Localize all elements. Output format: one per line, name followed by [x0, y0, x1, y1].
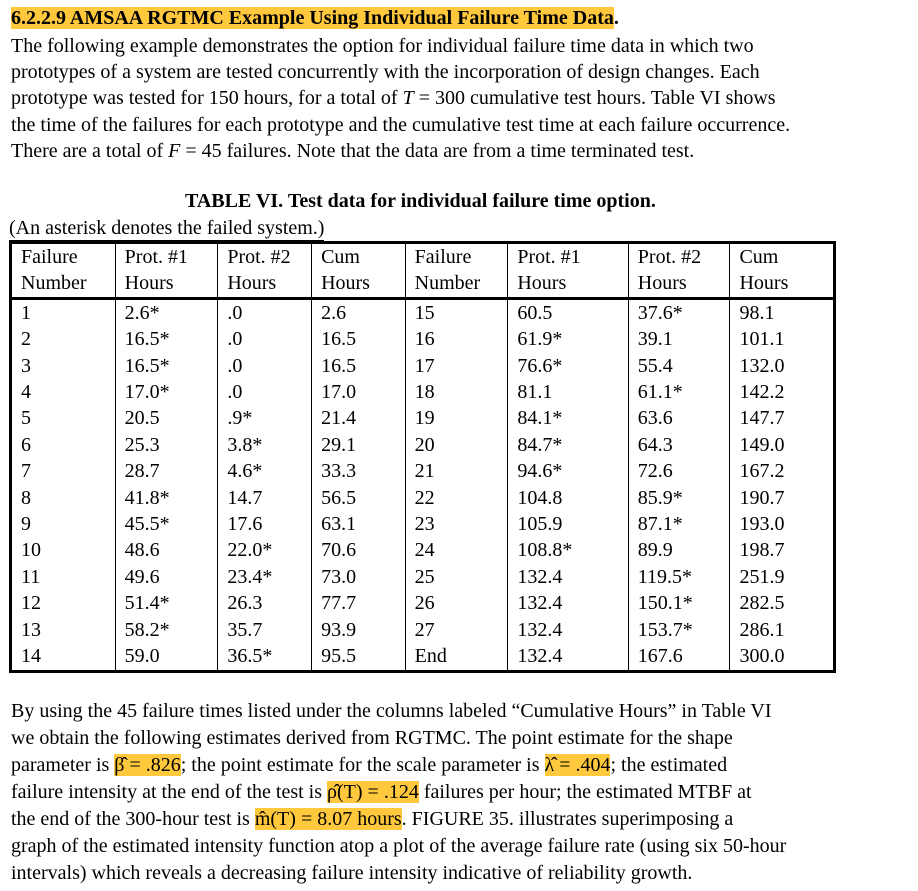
- table-cell: 49.6: [115, 564, 218, 590]
- table-cell: 14: [11, 643, 116, 671]
- table-cell: 56.5: [312, 485, 406, 511]
- table-cell: 84.7*: [508, 432, 628, 458]
- lambda-estimate: λ̂ = .404: [544, 754, 611, 776]
- table-cell: Hours: [115, 270, 218, 298]
- table-cell: 198.7: [730, 537, 835, 563]
- table-cell: 21.4: [312, 405, 406, 431]
- table-cell: 16: [405, 326, 508, 352]
- results-text: the end of the 300-hour test is: [11, 808, 255, 830]
- section-heading: [11, 6, 619, 30]
- table-note: (An asterisk denotes the failed system.): [9, 217, 325, 239]
- results-text: ; the point estimate for the scale parameter is: [180, 754, 545, 776]
- table-cell: 45.5*: [115, 511, 218, 537]
- table-cell: 24: [405, 537, 508, 563]
- table-cell: Failure: [11, 243, 116, 271]
- table-cell: 16.5: [312, 353, 406, 379]
- table-cell: 94.6*: [508, 458, 628, 484]
- table-cell: 51.4*: [115, 590, 218, 616]
- table-cell: 17.6: [218, 511, 312, 537]
- table-cell: 22: [405, 485, 508, 511]
- table-cell: 101.1: [730, 326, 835, 352]
- table-cell: 25: [405, 564, 508, 590]
- table-cell: 7: [11, 458, 116, 484]
- table-cell: .9*: [218, 405, 312, 431]
- table-cell: Cum: [312, 243, 406, 271]
- mtbf-estimate: m̂(T) = 8.07 hours: [254, 808, 402, 830]
- table-cell: 105.9: [508, 511, 628, 537]
- table-cell: 15: [405, 298, 508, 326]
- table-cell: Hours: [508, 270, 628, 298]
- table-row: [11, 298, 835, 326]
- intro-variable-f: F: [168, 139, 181, 162]
- table-cell: .0: [218, 379, 312, 405]
- table-cell: Failure: [405, 243, 508, 271]
- results-paragraph: [11, 698, 906, 887]
- table-cell: 48.6: [115, 537, 218, 563]
- table-cell: 16.5*: [115, 353, 218, 379]
- table-cell: Hours: [730, 270, 835, 298]
- intro-line: the time of the failures for each prototype and the cumulative test time at each failure occurrence.: [11, 113, 791, 136]
- table-cell: 142.2: [730, 379, 835, 405]
- table-cell: 132.4: [508, 564, 628, 590]
- intro-variable-t: T: [402, 87, 414, 110]
- table-cell: 167.2: [730, 458, 835, 484]
- table-cell: 89.9: [628, 537, 730, 563]
- results-text: ; the estimated: [610, 754, 728, 776]
- table-row: [11, 458, 835, 484]
- table-cell: Prot. #1: [508, 243, 628, 271]
- table-cell: 33.3: [312, 458, 406, 484]
- table-cell: 3: [11, 353, 116, 379]
- table-cell: 95.5: [312, 643, 406, 671]
- table-cell: 17.0: [312, 379, 406, 405]
- table-cell: 17.0*: [115, 379, 218, 405]
- table-cell: 132.4: [508, 590, 628, 616]
- table-cell: 27: [405, 617, 508, 643]
- results-line: [11, 779, 906, 806]
- table-cell: 37.6*: [628, 298, 730, 326]
- table-row: [11, 485, 835, 511]
- beta-estimate: β̂ = .826: [114, 754, 181, 776]
- table-cell: 2: [11, 326, 116, 352]
- table-cell: 282.5: [730, 590, 835, 616]
- table-row: [11, 353, 835, 379]
- table-cell: 300.0: [730, 643, 835, 671]
- table-cell: 73.0: [312, 564, 406, 590]
- table-cell: 17: [405, 353, 508, 379]
- table-cell: 8: [11, 485, 116, 511]
- table-cell: .0: [218, 353, 312, 379]
- table-cell: 4.6*: [218, 458, 312, 484]
- table-cell: 63.6: [628, 405, 730, 431]
- table-cell: 85.9*: [628, 485, 730, 511]
- table-cell: 29.1: [312, 432, 406, 458]
- table-cell: 84.1*: [508, 405, 628, 431]
- table-cell: 1: [11, 298, 116, 326]
- table-cell: 286.1: [730, 617, 835, 643]
- table-cell: 35.7: [218, 617, 312, 643]
- table-cell: 119.5*: [628, 564, 730, 590]
- results-line: [11, 806, 906, 833]
- table-cell: 36.5*: [218, 643, 312, 671]
- results-line: intervals) which reveals a decreasing failure intensity indicative of reliability growth.: [11, 862, 693, 884]
- table-row: [11, 537, 835, 563]
- intro-text: = 300 cumulative test hours. Table VI shows: [413, 87, 776, 110]
- table-cell: 81.1: [508, 379, 628, 405]
- table-cell: 167.6: [628, 643, 730, 671]
- table-cell: 58.2*: [115, 617, 218, 643]
- table-row: [11, 405, 835, 431]
- table-cell: Prot. #2: [218, 243, 312, 271]
- table-cell: .0: [218, 298, 312, 326]
- table-cell: 77.7: [312, 590, 406, 616]
- table-cell: 63.1: [312, 511, 406, 537]
- results-line: we obtain the following estimates derived from RGTMC. The point estimate for the shape: [11, 727, 733, 749]
- table-row: [11, 590, 835, 616]
- table-cell: 12: [11, 590, 116, 616]
- table-cell: 19: [405, 405, 508, 431]
- intro-line: prototypes of a system are tested concurrently with the incorporation of design changes. Each: [11, 61, 760, 84]
- table-cell: 26: [405, 590, 508, 616]
- table-cell: 14.7: [218, 485, 312, 511]
- table-row: [11, 432, 835, 458]
- table-cell: 18: [405, 379, 508, 405]
- intro-text: prototype was tested for 150 hours, for a total of: [11, 87, 403, 110]
- table-cell: 4: [11, 379, 116, 405]
- intro-line: The following example demonstrates the option for individual failure time data in which two: [11, 35, 754, 57]
- table-cell: 251.9: [730, 564, 835, 590]
- table-cell: 20: [405, 432, 508, 458]
- table-cell: 20.5: [115, 405, 218, 431]
- table-cell: 39.1: [628, 326, 730, 352]
- table-cell: 25.3: [115, 432, 218, 458]
- table-cell: Cum: [730, 243, 835, 271]
- table-cell: 5: [11, 405, 116, 431]
- table-cell: 13: [11, 617, 116, 643]
- results-line: By using the 45 failure times listed under the columns labeled “Cumulative Hours” in Table VI: [11, 700, 772, 722]
- results-line: [11, 752, 906, 779]
- intro-line: [11, 138, 906, 164]
- table-header-row: [11, 270, 835, 298]
- results-text: failures per hour; the estimated MTBF at: [418, 781, 752, 803]
- table-cell: 26.3: [218, 590, 312, 616]
- table-cell: .0: [218, 326, 312, 352]
- table-cell: Prot. #2: [628, 243, 730, 271]
- table-row: [11, 617, 835, 643]
- table-cell: Hours: [628, 270, 730, 298]
- table-cell: 22.0*: [218, 537, 312, 563]
- table-cell: 64.3: [628, 432, 730, 458]
- table-cell: 98.1: [730, 298, 835, 326]
- table-cell: Hours: [218, 270, 312, 298]
- table-cell: 87.1*: [628, 511, 730, 537]
- table-cell: 147.7: [730, 405, 835, 431]
- table-cell: Number: [405, 270, 508, 298]
- table-cell: 61.1*: [628, 379, 730, 405]
- results-text: parameter is: [11, 754, 115, 776]
- table-cell: 16.5: [312, 326, 406, 352]
- table-cell: 3.8*: [218, 432, 312, 458]
- table-cell: 149.0: [730, 432, 835, 458]
- table-cell: Hours: [312, 270, 406, 298]
- table-caption: TABLE VI. Test data for individual failure time option.: [185, 190, 656, 212]
- table-cell: 16.5*: [115, 326, 218, 352]
- intro-text: There are a total of: [11, 139, 169, 162]
- table-cell: 41.8*: [115, 485, 218, 511]
- table-cell: 10: [11, 537, 116, 563]
- intro-line: [11, 85, 906, 111]
- table-row: [11, 326, 835, 352]
- table-cell: 59.0: [115, 643, 218, 671]
- table-cell: 23.4*: [218, 564, 312, 590]
- table-cell: 190.7: [730, 485, 835, 511]
- table-cell: 28.7: [115, 458, 218, 484]
- table-cell: 55.4: [628, 353, 730, 379]
- table-cell: 153.7*: [628, 617, 730, 643]
- table-cell: End: [405, 643, 508, 671]
- results-line: graph of the estimated intensity function atop a plot of the average failure rate (using six 50-hour: [11, 835, 787, 857]
- table-cell: 6: [11, 432, 116, 458]
- table-cell: 2.6*: [115, 298, 218, 326]
- table-header-row: [11, 243, 835, 271]
- table-cell: 132.4: [508, 617, 628, 643]
- table-cell: Prot. #1: [115, 243, 218, 271]
- table-cell: 9: [11, 511, 116, 537]
- table-cell: 2.6: [312, 298, 406, 326]
- table-cell: 104.8: [508, 485, 628, 511]
- intro-paragraph: [11, 33, 906, 164]
- section-heading-text: 6.2.2.9 AMSAA RGTMC Example Using Individual Failure Time Data: [11, 7, 614, 29]
- failure-data-table: [9, 241, 836, 673]
- table-cell: 60.5: [508, 298, 628, 326]
- table-cell: 72.6: [628, 458, 730, 484]
- intensity-estimate: ρ̂(T) = .124: [327, 781, 419, 803]
- table-cell: 93.9: [312, 617, 406, 643]
- intro-text: = 45 failures. Note that the data are from a time terminated test.: [180, 139, 695, 162]
- section-heading-period: .: [613, 7, 619, 29]
- table-cell: Number: [11, 270, 116, 298]
- table-cell: 11: [11, 564, 116, 590]
- results-text: failure intensity at the end of the test is: [11, 781, 328, 803]
- table-cell: 61.9*: [508, 326, 628, 352]
- table-cell: 132.4: [508, 643, 628, 671]
- table-row: [11, 511, 835, 537]
- table-cell: 23: [405, 511, 508, 537]
- table-cell: 150.1*: [628, 590, 730, 616]
- table-row: [11, 379, 835, 405]
- table-cell: 76.6*: [508, 353, 628, 379]
- table-cell: 132.0: [730, 353, 835, 379]
- table-row: [11, 643, 835, 671]
- table-row: [11, 564, 835, 590]
- results-text: . FIGURE 35. illustrates superimposing a: [401, 808, 734, 830]
- table-cell: 70.6: [312, 537, 406, 563]
- table-cell: 108.8*: [508, 537, 628, 563]
- table-cell: 193.0: [730, 511, 835, 537]
- table-cell: 21: [405, 458, 508, 484]
